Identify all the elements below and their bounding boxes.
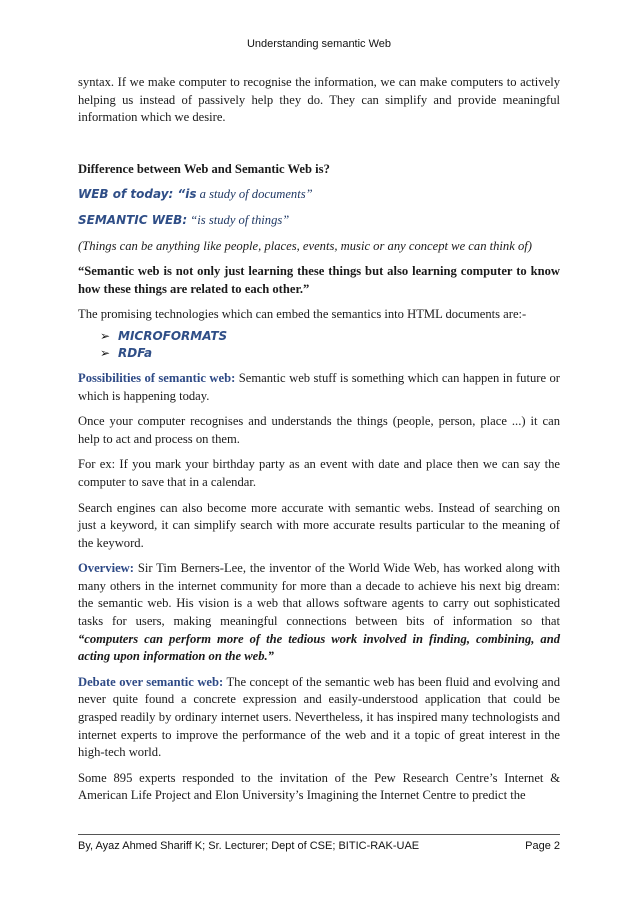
possibilities-paragraph xyxy=(78,370,560,405)
list-item xyxy=(100,328,560,345)
debate-label: Debate over semantic web: xyxy=(78,674,224,689)
search-paragraph: Search engines can also become more accurate with semantic webs. Instead of searching on just a keyword, it can simplify search with more accurate results particular to the meaning of the keyword. xyxy=(78,500,560,550)
overview-quote: “computers can perform more of the tedious work involved in finding, combining, and acting upon information on the web.” xyxy=(78,631,560,664)
difference-heading: Difference between Web and Semantic Web is? xyxy=(78,161,330,176)
bold-quote: “Semantic web is not only just learning these things but also learning computer to know how these things are related to each other.” xyxy=(78,264,560,296)
debate-text: The concept of the semantic web has been fluid and evolving and never quite found a concrete expression and easily-understood application that could be grasped readily by ordinary internet users. Nevertheless, it has inspired many technologists and internet experts to improve the performance of the web and it a topic of great interest in the high-tech world. xyxy=(78,674,560,760)
debate-paragraph xyxy=(78,674,560,762)
semantic-web-text: “is study of things” xyxy=(187,212,290,227)
web-today-quote-open: “is xyxy=(173,187,197,202)
things-note: (Things can be anything like people, places, events, music or any concept we can think of) xyxy=(78,238,532,253)
technology-list xyxy=(78,328,560,362)
for-ex-paragraph: For ex: If you mark your birthday party as an event with date and place then we can say the computer to save that in a calendar. xyxy=(78,457,560,489)
arrow-bullet-icon: ➢ xyxy=(100,345,111,360)
web-today-text: a study of documents” xyxy=(196,187,313,202)
footer-page-number: Page 2 xyxy=(525,840,560,852)
list-item xyxy=(100,345,560,362)
page-header: Understanding semantic Web xyxy=(246,38,392,50)
semantic-web-line xyxy=(78,212,560,230)
overview-label: Overview: xyxy=(78,561,134,576)
page-content xyxy=(78,74,560,805)
intro-paragraph: syntax. If we make computer to recognise the information, we can make computers to actively helping us instead of passively help they do. They can simplify and provide meaningful information which we desire. xyxy=(78,75,560,125)
overview-paragraph xyxy=(78,560,560,666)
web-today-label: WEB of today: xyxy=(78,187,174,202)
list-item-label: MICROFORMATS xyxy=(118,328,228,343)
promising-technologies: The promising technologies which can embed the semantics into HTML documents are:- xyxy=(78,307,527,322)
list-item-label: RDFa xyxy=(118,345,153,360)
page-footer xyxy=(78,840,560,852)
once-paragraph: Once your computer recognises and understands the things (people, person, place ...) it can help to act and process on them. xyxy=(78,414,560,446)
semantic-web-label: SEMANTIC WEB: xyxy=(78,212,188,227)
overview-text: Sir Tim Berners-Lee, the inventor of the World Wide Web, has worked along with many others in the internet community for more than a decade to achieve his next big dream: the semantic web. His vision is a web that allows software agents to carry out sophisticated tasks for users, making meaningful connections between bits of information so that xyxy=(78,561,560,629)
arrow-bullet-icon: ➢ xyxy=(100,328,111,343)
some-experts-paragraph: Some 895 experts responded to the invitation of the Pew Research Centre’s Internet & American Life Project and Elon University’s Imagining the Internet Centre to predict the xyxy=(78,770,560,803)
footer-author: By, Ayaz Ahmed Shariff K; Sr. Lecturer; Dept of CSE; BITIC-RAK-UAE xyxy=(78,840,420,852)
footer-divider xyxy=(78,834,560,835)
possibilities-label: Possibilities of semantic web: xyxy=(78,370,236,385)
possibilities-text: Semantic web stuff is something which can happen in future or which is happening today. xyxy=(78,370,560,403)
web-today-line xyxy=(78,186,560,204)
